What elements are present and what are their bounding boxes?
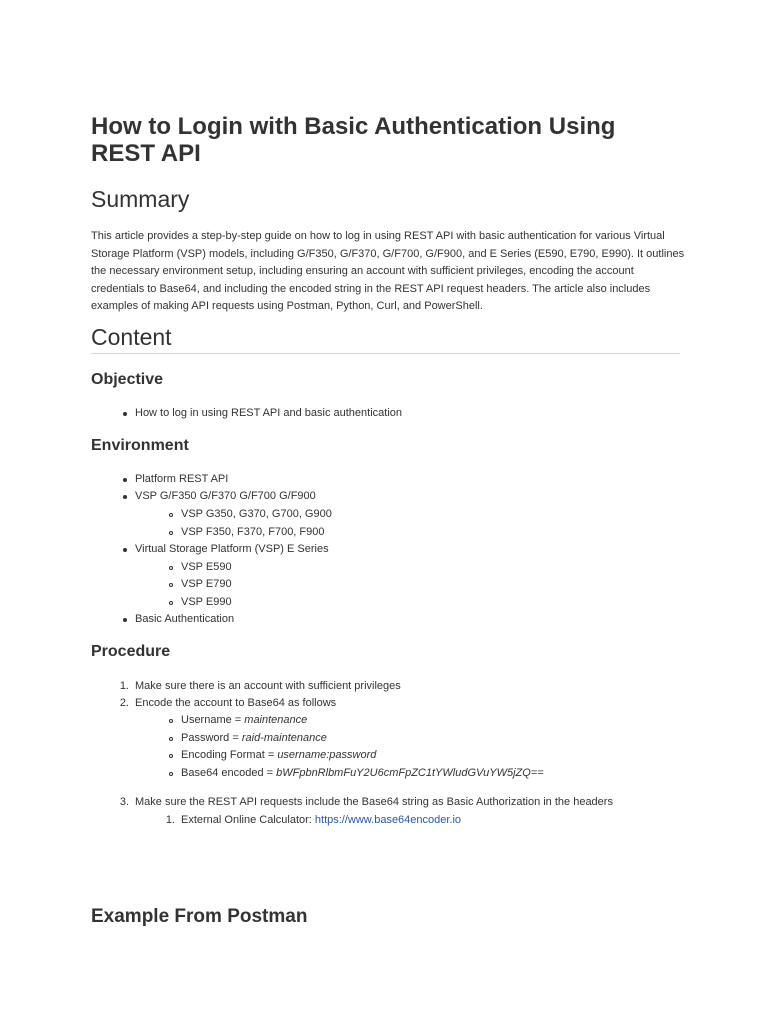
env-item: Virtual Storage Platform (VSP) E Series bbox=[135, 543, 329, 555]
objective-item: How to log in using REST API and basic authentication bbox=[135, 407, 403, 419]
procedure-step-1: Make sure there is an account with sufficient privileges bbox=[135, 680, 401, 692]
step-number: 1. bbox=[119, 680, 129, 692]
circle-bullet-icon bbox=[169, 531, 173, 535]
circle-bullet-icon bbox=[169, 601, 173, 605]
env-item: VSP G/F350 G/F370 G/F700 G/F900 bbox=[135, 490, 316, 502]
env-subitem: VSP E990 bbox=[181, 596, 232, 608]
username-label: Username = bbox=[181, 714, 245, 726]
circle-bullet-icon bbox=[169, 513, 173, 517]
format-value: username:password bbox=[277, 749, 377, 761]
encoded-line bbox=[181, 766, 544, 780]
env-item: Platform REST API bbox=[135, 473, 229, 485]
summary-heading: Summary bbox=[91, 186, 190, 212]
env-item: Basic Authentication bbox=[135, 613, 235, 625]
procedure-step-3: Make sure the REST API requests include the Base64 string as Basic Authorization in the headers bbox=[135, 796, 613, 808]
bullet-icon bbox=[123, 618, 127, 622]
bullet-icon bbox=[123, 478, 127, 482]
summary-text: This article provides a step-by-step guide on how to log in using REST API with basic authentication for various Virtual Storage Platform (VSP) models, including G/F350, G/F370, G/F700, G/F900, and E Series (E590, E790, E990). It outlines the necessary environment setup, including ensuring an account with sufficient privileges, encoding the account credentials to Base64, and including the encoded string in the REST API request headers. The article also includes examples of making API requests using Postman, Python, Curl, and PowerShell. bbox=[91, 230, 685, 313]
calculator-label: External Online Calculator: bbox=[181, 814, 315, 826]
bullet-icon bbox=[123, 495, 127, 499]
calculator-link[interactable]: https://www.base64encoder.io bbox=[314, 814, 462, 826]
format-line bbox=[181, 748, 376, 762]
format-label: Encoding Format = bbox=[181, 749, 278, 761]
encoded-label: Base64 encoded = bbox=[181, 767, 277, 779]
username-value: maintenance bbox=[244, 714, 308, 726]
bullet-icon bbox=[123, 412, 127, 416]
circle-bullet-icon bbox=[169, 583, 173, 587]
circle-bullet-icon bbox=[169, 772, 173, 776]
circle-bullet-icon bbox=[169, 754, 173, 758]
username-line bbox=[181, 713, 307, 727]
bullet-icon bbox=[123, 548, 127, 552]
objective-heading: Objective bbox=[91, 371, 164, 388]
circle-bullet-icon bbox=[169, 719, 173, 723]
step-number: 3. bbox=[119, 796, 129, 808]
password-value: raid-maintenance bbox=[241, 732, 327, 744]
password-label: Password = bbox=[181, 732, 242, 744]
calculator-line bbox=[181, 813, 461, 827]
env-subitem: VSP E590 bbox=[181, 561, 232, 573]
encoded-value: bWFpbnRlbmFuY2U6cmFpZC1tYWludGVuYW5jZQ== bbox=[276, 767, 544, 779]
step-number: 2. bbox=[119, 697, 129, 709]
content-divider bbox=[91, 353, 680, 354]
env-subitem: VSP E790 bbox=[181, 578, 232, 590]
circle-bullet-icon bbox=[169, 737, 173, 741]
env-subitem: VSP G350, G370, G700, G900 bbox=[181, 508, 332, 520]
environment-heading: Environment bbox=[91, 437, 189, 454]
content-heading: Content bbox=[91, 324, 172, 350]
page-title: How to Login with Basic Authentication Using REST API bbox=[91, 113, 616, 167]
password-line bbox=[181, 731, 327, 745]
circle-bullet-icon bbox=[169, 566, 173, 570]
substep-number: 1. bbox=[165, 814, 175, 826]
postman-heading: Example From Postman bbox=[91, 906, 308, 927]
procedure-heading: Procedure bbox=[91, 643, 171, 660]
procedure-step-2: Encode the account to Base64 as follows bbox=[135, 697, 337, 709]
env-subitem: VSP F350, F370, F700, F900 bbox=[181, 526, 325, 538]
